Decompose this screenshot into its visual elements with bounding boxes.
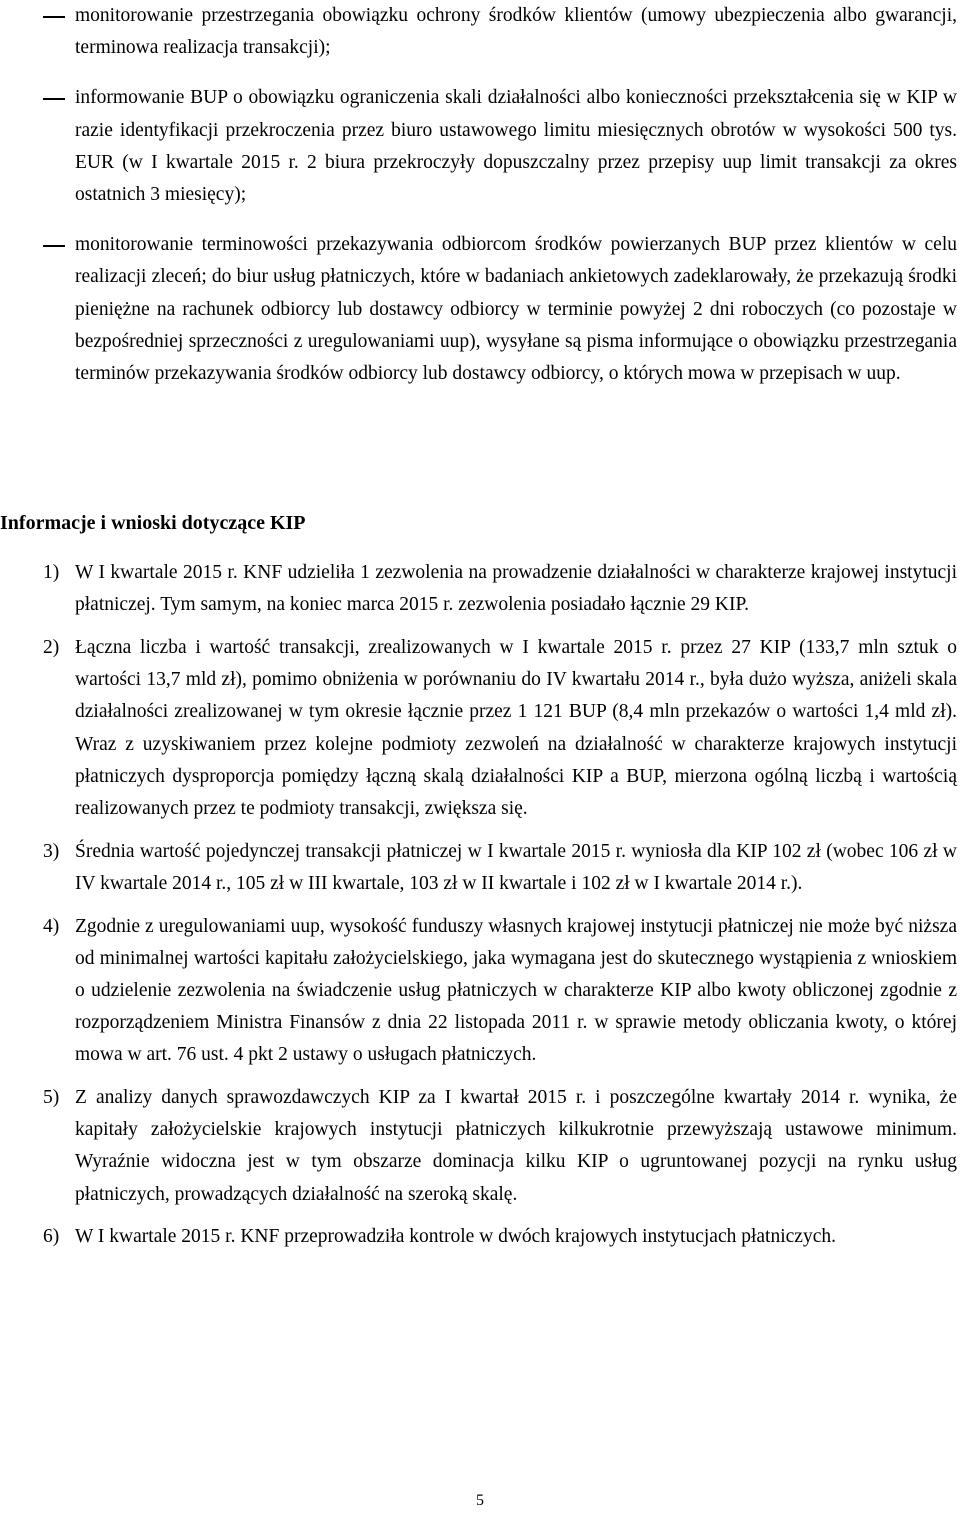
item-number: 3) <box>43 840 60 862</box>
item-text: Z analizy danych sprawozdawczych KIP za I kwartał 2015 r. i poszczególne kwartały 2014 r. wynika, że kapitały założycielskie krajowych instytucji płatniczych kilkukrotnie przewyższają ustawowe minimum. Wyraźnie widoczna jest w tym obszarze dominacja kilku KIP o ugruntowanej pozycji na rynku usług płatniczych, prowadzących działalność na szeroką skalę. <box>75 1087 957 1205</box>
dash-item-text: informowanie BUP o obowiązku ograniczenia skali działalności albo konieczności przekształcenia się w KIP w razie identyfikacji przekroczenia przez biuro ustawowego limitu miesięcznych obrotów w wysokości 500 tys. EUR (w I kwartale 2015 r. 2 biura przekroczyły dopuszczalny przez przepisy uup limit transakcji za okres ostatnich 3 miesięcy); <box>75 87 957 206</box>
item-text: Zgodnie z uregulowaniami uup, wysokość funduszy własnych krajowej instytucji płatniczej nie może być niższa od minimalnej wartości kapitału założycielskiego, jaka wymagana jest do skutecznego wystąpienia z wnioskiem o udzielenie zezwolenia na świadczenie usług płatniczych w charakterze KIP albo kwoty obliczonej zgodnie z rozporządzeniem Ministra Finansów z dnia 22 listopada 2011 r. w sprawie metody obliczania kwoty, o której mowa w art. 76 ust. 4 pkt 2 ustawy o usługach płatniczych. <box>75 915 957 1066</box>
numbered-list-item <box>0 557 960 621</box>
item-text: W I kwartale 2015 r. KNF przeprowadziła kontrole w dwóch krajowych instytucjach płatniczych. <box>75 1226 836 1248</box>
dash-bullet-list <box>0 0 960 408</box>
dash-item-text: monitorowanie przestrzegania obowiązku ochrony środków klientów (umowy ubezpieczenia albo gwarancji, terminowa realizacja transakcji); <box>75 5 957 59</box>
dash-list-item <box>0 0 960 64</box>
numbered-list-item <box>0 836 960 900</box>
dash-list-item <box>0 82 960 211</box>
numbered-list-item <box>0 911 960 1072</box>
numbered-list-item <box>0 1082 960 1211</box>
numbered-list-item <box>0 1221 960 1253</box>
numbered-list-item <box>0 632 960 825</box>
item-text: Średnia wartość pojedynczej transakcji płatniczej w I kwartale 2015 r. wyniosła dla KIP 102 zł (wobec 106 zł w IV kwartale 2014 r., 105 zł w III kwartale, 103 zł w II kwartale i 102 zł w I kwartale 2014 r.). <box>75 840 957 894</box>
page-number: 5 <box>476 1492 484 1509</box>
item-number: 1) <box>43 562 60 583</box>
item-number: 4) <box>43 915 60 937</box>
section-heading: Informacje i wnioski dotyczące KIP <box>0 512 306 534</box>
item-number: 6) <box>43 1226 60 1248</box>
numbered-list <box>0 557 960 1264</box>
item-text: Łączna liczba i wartość transakcji, zrealizowanych w I kwartale 2015 r. przez 27 KIP (133,7 mln sztuk o wartości 13,7 mld zł), pomimo obniżenia w porównaniu do IV kwartału 2014 r., była dużo wyższa, aniżeli skala działalności zrealizowanej w tym okresie łącznie przez 1 121 BUP (8,4 mln przekazów o wartości 1,4 mld zł). Wraz z uzyskiwaniem przez kolejne podmioty zezwoleń na działalność w charakterze krajowych instytucji płatniczych dysproporcja pomiędzy łączną skalą działalności KIP a BUP, mierzona ogólną liczbą i wartością realizowanych przez te podmioty transakcji, zwiększa się. <box>75 636 957 819</box>
dash-item-text: monitorowanie terminowości przekazywania odbiorcom środków powierzanych BUP przez klientów w celu realizacji zleceń; do biur usług płatniczych, które w badaniach ankietowych zadeklarowały, że przekazują środki pieniężne na rachunek odbiorcy lub dostawcy odbiorcy w terminie powyżej 2 dni roboczych (co pozostaje w bezpośredniej sprzeczności z uregulowaniami uup), wysyłane są pisma informujące o obowiązku przestrzegania terminów przekazywania środków odbiorcy lub dostawcy odbiorcy, o których mowa w przepisach w uup. <box>75 234 957 385</box>
dash-list-item <box>0 229 960 390</box>
item-number: 5) <box>43 1087 60 1109</box>
item-text: W I kwartale 2015 r. KNF udzieliła 1 zezwolenia na prowadzenie działalności w charakterze krajowej instytucji płatniczej. Tym samym, na koniec marca 2015 r. zezwolenia posiadało łącznie 29 KIP. <box>75 562 957 616</box>
item-number: 2) <box>43 636 60 658</box>
